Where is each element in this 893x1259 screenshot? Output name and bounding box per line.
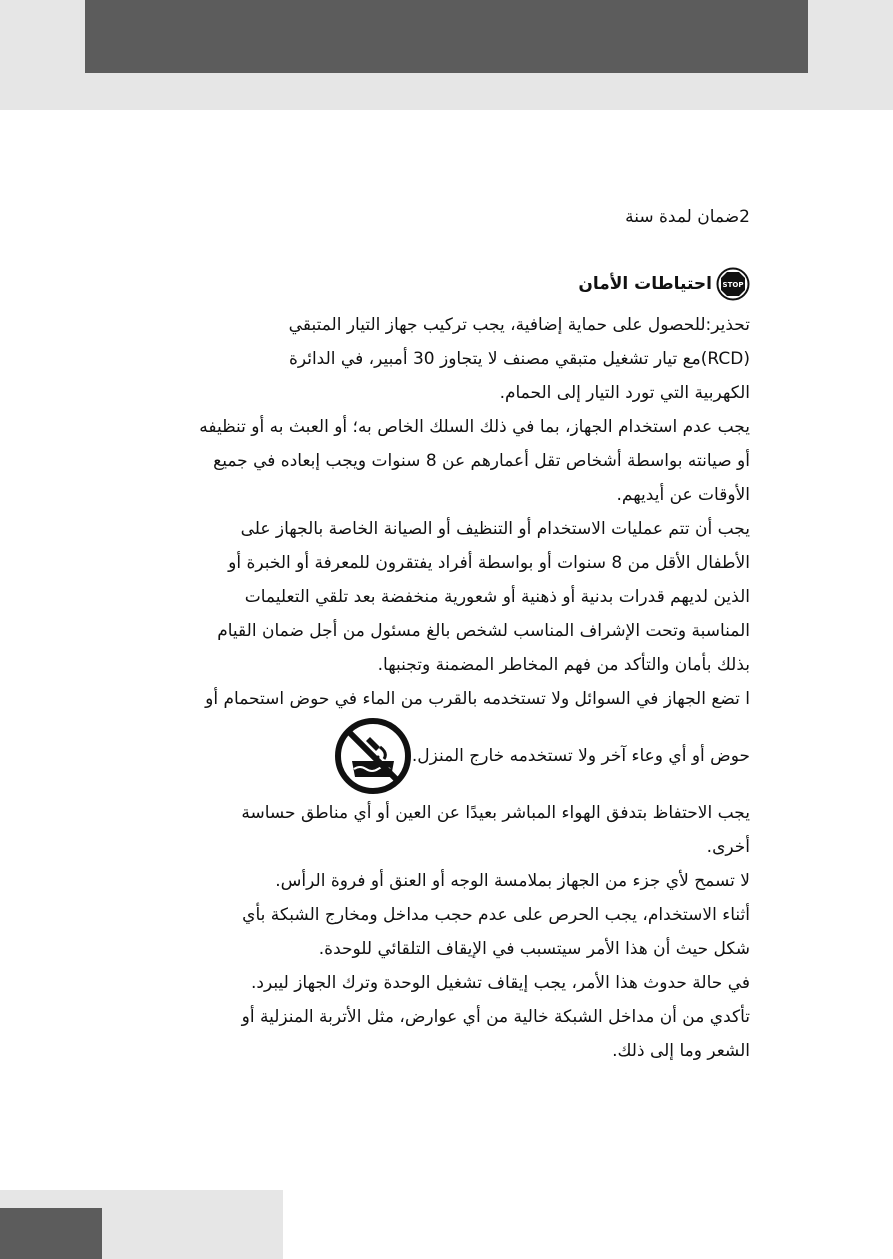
footer-bar: [0, 1208, 102, 1259]
page-content: [150, 200, 750, 1068]
svg-text:STOP: STOP: [722, 281, 744, 289]
text-line: حوض أو أي وعاء آخر ولا تستخدمه خارج المنزل.: [411, 746, 750, 766]
text-line-with-icon: [150, 716, 750, 796]
warranty-text: 2ضمان لمدة سنة: [625, 207, 750, 227]
text-line: الأوقات عن أيديهم.: [616, 485, 750, 505]
text-line: تحذير:للحصول على حماية إضافية، يجب تركيب جهاز التيار المتبقي: [288, 315, 750, 335]
text-line: تأكدي من أن مداخل الشبكة خالية من أي عوارض، مثل الأتربة المنزلية أو: [241, 1007, 750, 1027]
text-line: ا تضع الجهاز في السوائل ولا تستخدمه بالقرب من الماء في حوض استحمام أو: [205, 689, 750, 709]
text-line: أثناء الاستخدام، يجب الحرص على عدم حجب مداخل ومخارج الشبكة بأي: [242, 905, 750, 925]
text-line: الأطفال الأقل من 8 سنوات أو بواسطة أفراد يفتقرون للمعرفة أو الخبرة أو: [228, 553, 750, 573]
text-line: الذين لديهم قدرات بدنية أو ذهنية أو شعورية منخفضة بعد تلقي التعليمات: [244, 587, 750, 607]
safety-heading: [150, 264, 750, 304]
stop-sign-icon: [716, 267, 750, 301]
text-line: شكل حيث أن هذا الأمر سيتسبب في الإيقاف التلقائي للوحدة.: [318, 939, 750, 959]
header-bar: [85, 0, 808, 73]
text-line: يجب أن تتم عمليات الاستخدام أو التنظيف أو الصيانة الخاصة بالجهاز على: [240, 519, 750, 539]
text-line: يجب الاحتفاظ بتدفق الهواء المباشر بعيدًا عن العين أو أي مناطق حساسة: [241, 803, 750, 823]
text-line: أخرى.: [706, 837, 750, 857]
text-line: الكهربية التي تورد التيار إلى الحمام.: [499, 383, 750, 403]
text-line: بذلك بأمان والتأكد من فهم المخاطر المضمنة وتجنبها.: [377, 655, 750, 675]
no-water-use-icon: [334, 717, 412, 795]
text-line: المناسبة وتحت الإشراف المناسب لشخص بالغ مسئول من أجل ضمان القيام: [217, 621, 750, 641]
safety-text: [150, 308, 750, 1068]
text-line: الشعر وما إلى ذلك.: [612, 1041, 750, 1061]
text-line: (RCD)مع تيار تشغيل متبقي مصنف لا يتجاوز 30 أمبير، في الدائرة: [288, 349, 750, 369]
safety-title: احتياطات الأمان: [578, 274, 712, 294]
text-line: يجب عدم استخدام الجهاز، بما في ذلك السلك الخاص به؛ أو العبث به أو تنظيفه: [199, 417, 750, 437]
text-line: لا تسمح لأي جزء من الجهاز بملامسة الوجه أو العنق أو فروة الرأس.: [275, 871, 750, 891]
text-line: أو صيانته بواسطة أشخاص تقل أعمارهم عن 8 سنوات ويجب إبعاده في جميع: [213, 451, 750, 471]
text-line: في حالة حدوث هذا الأمر، يجب إيقاف تشغيل الوحدة وترك الجهاز ليبرد.: [251, 973, 750, 993]
